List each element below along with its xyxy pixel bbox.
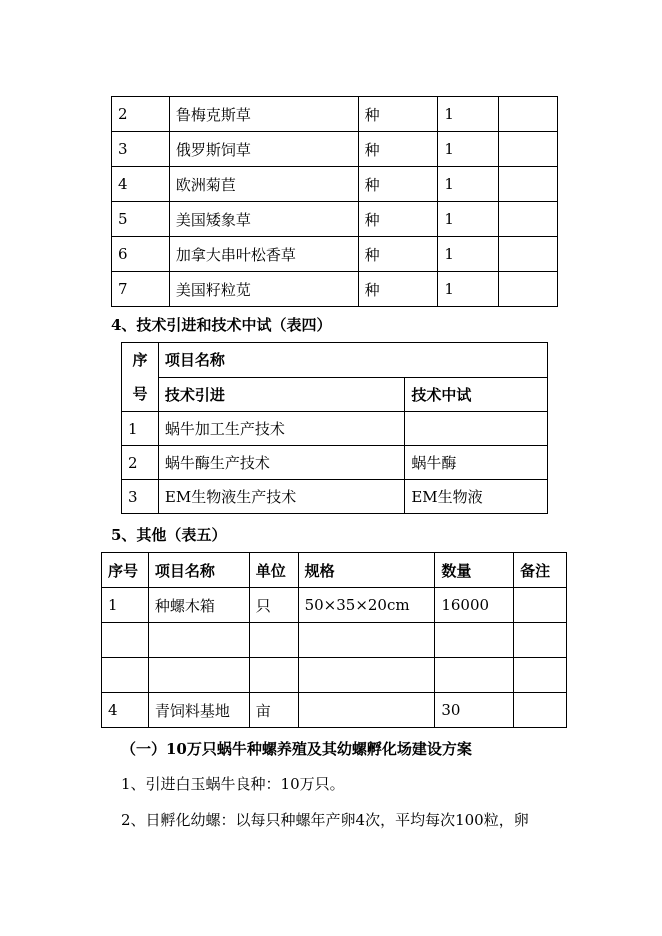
paragraph-1: 1、引进白玉蜗牛良种：10万只。 xyxy=(121,775,345,793)
quantity: 1 xyxy=(438,272,499,307)
table-subheader-row xyxy=(122,377,548,412)
quantity xyxy=(435,658,514,693)
header-quantity: 数量 xyxy=(435,553,514,588)
quantity: 1 xyxy=(438,97,499,132)
plant-name: 美国矮象草 xyxy=(169,202,358,237)
plant-name: 加拿大串叶松香草 xyxy=(169,237,358,272)
unit: 种 xyxy=(358,167,438,202)
header-tech-trial: 技术中试 xyxy=(405,377,548,412)
header-no xyxy=(122,343,159,412)
row-number: 3 xyxy=(122,480,159,514)
table-row xyxy=(112,167,558,202)
paragraph-2: 2、日孵化幼螺：以每只种螺年产卵4次，平均每次100粒，卵 xyxy=(121,811,529,829)
spec xyxy=(298,693,435,728)
section-5-title: 5、其他（表五） xyxy=(111,526,227,544)
table-row xyxy=(122,446,548,480)
quantity xyxy=(435,623,514,658)
section-plan-title: （一）10万只蜗牛种螺养殖及其幼螺孵化场建设方案 xyxy=(121,740,472,758)
tech-intro: EM生物液生产技术 xyxy=(158,480,404,514)
project-name: 种螺木箱 xyxy=(148,588,249,623)
table-row xyxy=(112,272,558,307)
unit xyxy=(249,623,298,658)
note xyxy=(514,588,567,623)
tech-trial xyxy=(405,412,548,446)
table-header-row xyxy=(122,343,548,378)
header-no: 序号 xyxy=(102,553,149,588)
row-number: 2 xyxy=(112,97,170,132)
row-number: 1 xyxy=(102,588,149,623)
note xyxy=(499,202,558,237)
section-4-title: 4、技术引进和技术中试（表四） xyxy=(111,316,332,334)
table-row xyxy=(102,623,567,658)
unit xyxy=(249,658,298,693)
quantity: 1 xyxy=(438,167,499,202)
quantity: 30 xyxy=(435,693,514,728)
quantity: 16000 xyxy=(435,588,514,623)
row-number: 4 xyxy=(102,693,149,728)
note xyxy=(499,97,558,132)
project-name: 青饲料基地 xyxy=(148,693,249,728)
unit: 只 xyxy=(249,588,298,623)
header-unit: 单位 xyxy=(249,553,298,588)
spec: 50×35×20cm xyxy=(298,588,435,623)
table-row xyxy=(102,693,567,728)
header-tech-intro: 技术引进 xyxy=(158,377,404,412)
project-name xyxy=(148,623,249,658)
note xyxy=(499,237,558,272)
table-row xyxy=(102,658,567,693)
header-spec: 规格 xyxy=(298,553,435,588)
project-name xyxy=(148,658,249,693)
row-number xyxy=(102,658,149,693)
table-row xyxy=(112,97,558,132)
row-number: 2 xyxy=(122,446,159,480)
table-row xyxy=(112,132,558,167)
unit: 亩 xyxy=(249,693,298,728)
row-number: 7 xyxy=(112,272,170,307)
header-note: 备注 xyxy=(514,553,567,588)
row-number: 5 xyxy=(112,202,170,237)
unit: 种 xyxy=(358,237,438,272)
table-row xyxy=(112,237,558,272)
note xyxy=(514,623,567,658)
header-project-name: 项目名称 xyxy=(148,553,249,588)
note xyxy=(499,167,558,202)
technology-table xyxy=(121,342,548,514)
note xyxy=(514,693,567,728)
tech-trial: EM生物液 xyxy=(405,480,548,514)
tech-trial: 蜗牛酶 xyxy=(405,446,548,480)
note xyxy=(514,658,567,693)
row-number: 4 xyxy=(112,167,170,202)
tech-intro: 蜗牛酶生产技术 xyxy=(158,446,404,480)
table-header-row xyxy=(102,553,567,588)
unit: 种 xyxy=(358,202,438,237)
header-no-label: 序号 xyxy=(132,351,148,403)
row-number: 3 xyxy=(112,132,170,167)
header-project-name: 项目名称 xyxy=(158,343,547,378)
row-number xyxy=(102,623,149,658)
row-number: 1 xyxy=(122,412,159,446)
spec xyxy=(298,658,435,693)
unit: 种 xyxy=(358,272,438,307)
table-row xyxy=(102,588,567,623)
spec xyxy=(298,623,435,658)
quantity: 1 xyxy=(438,237,499,272)
quantity: 1 xyxy=(438,202,499,237)
table-row xyxy=(112,202,558,237)
unit: 种 xyxy=(358,97,438,132)
other-items-table xyxy=(101,552,567,728)
plant-name: 俄罗斯饲草 xyxy=(169,132,358,167)
tech-intro: 蜗牛加工生产技术 xyxy=(158,412,404,446)
table-row xyxy=(122,480,548,514)
unit: 种 xyxy=(358,132,438,167)
note xyxy=(499,272,558,307)
quantity: 1 xyxy=(438,132,499,167)
note xyxy=(499,132,558,167)
table-row xyxy=(122,412,548,446)
plant-seed-table xyxy=(111,96,558,307)
row-number: 6 xyxy=(112,237,170,272)
plant-name: 欧洲菊苣 xyxy=(169,167,358,202)
plant-name: 鲁梅克斯草 xyxy=(169,97,358,132)
plant-name: 美国籽粒苋 xyxy=(169,272,358,307)
